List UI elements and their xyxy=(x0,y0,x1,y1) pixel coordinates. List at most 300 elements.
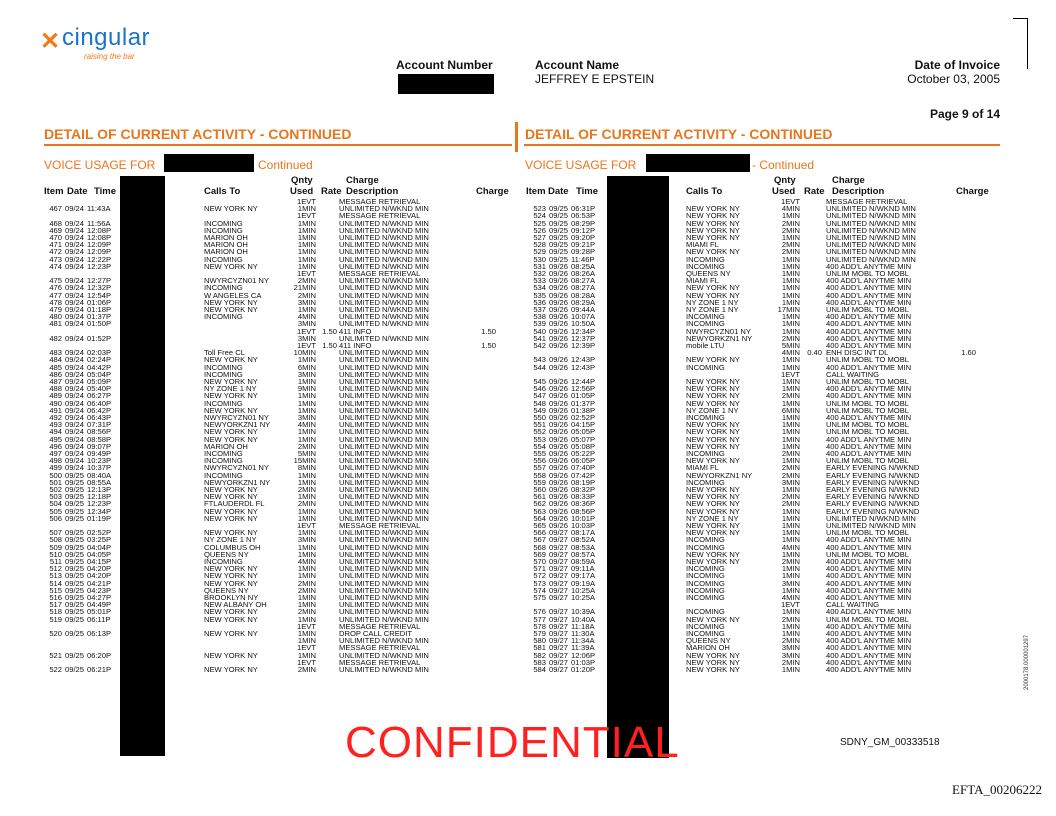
cell-item: 507 xyxy=(49,528,62,538)
cell-date: 09/27 xyxy=(549,643,569,653)
cell-description: UNLIMITED N/WKND MIN xyxy=(339,607,429,617)
cell-calls-to: mobile LTU xyxy=(686,341,725,350)
cell-item: 551 xyxy=(533,420,546,430)
col-charge: Charge xyxy=(476,186,509,197)
cell-description: CALL WAITING xyxy=(826,600,880,610)
cell-date: 09/24 xyxy=(65,283,85,293)
cell-calls-to: NEW YORK NY xyxy=(204,492,258,502)
cell-calls-to: MIAMI FL xyxy=(686,240,719,250)
cell-calls-to: NEW YORK NY xyxy=(204,629,258,638)
cell-time: 12:08P xyxy=(87,233,112,242)
cell-qty: 2MIN xyxy=(781,657,800,667)
cell-description: UNLIMITED N/WKND MIN xyxy=(339,377,429,386)
cell-description: UNLIMITED N/WKND MIN xyxy=(339,499,429,509)
cell-description: 400 ADD'L ANYTME MIN xyxy=(826,542,912,552)
cell-item: 563 xyxy=(533,506,546,516)
cell-time: 12:43P xyxy=(571,362,596,372)
cell-calls-to: INCOMING xyxy=(204,225,243,235)
cell-description: 400 ADD'L ANYTME MIN xyxy=(826,413,912,422)
cell-qty: 1MIN xyxy=(297,593,316,602)
cell-date: 09/27 xyxy=(549,650,569,660)
cell-date: 09/27 xyxy=(549,665,569,674)
voice-usage-right: VOICE USAGE FOR xyxy=(525,158,637,172)
cell-time: 11:34A xyxy=(571,636,595,646)
cell-time: 08:27A xyxy=(571,276,596,286)
cell-date: 09/24 xyxy=(65,384,85,394)
cell-qty: 1MIN xyxy=(781,362,800,372)
invoice-date: October 03, 2005 xyxy=(907,72,1000,86)
cell-qty: 1MIN xyxy=(297,477,316,487)
cell-date: 09/24 xyxy=(65,362,85,372)
cell-calls-to: INCOMING xyxy=(686,542,725,552)
cell-item: 527 xyxy=(533,233,546,242)
cell-qty: 1MIN xyxy=(781,420,800,430)
cell-description: UNLIMITED N/WKND MIN xyxy=(339,420,429,430)
cell-item: 499 xyxy=(49,463,62,473)
col-calls-to: Calls To xyxy=(686,186,723,197)
cell-item: 518 xyxy=(49,607,62,617)
cell-calls-to: NEWYORKZN1 NY xyxy=(686,333,753,343)
cell-qty: 1MIN xyxy=(297,492,316,502)
cell-qty: 1EVT xyxy=(297,211,316,221)
cell-description: 400 ADD'L ANYTME MIN xyxy=(826,607,912,617)
cell-description: EARLY EVENING N/WKND xyxy=(826,463,920,473)
cell-date: 09/26 xyxy=(549,449,569,458)
cell-qty: 2MIN xyxy=(781,225,800,235)
cell-time: 12:54P xyxy=(87,290,112,300)
cell-date: 09/26 xyxy=(549,362,569,372)
cell-time: 09:11A xyxy=(571,564,595,574)
cell-calls-to: NWYRCYZN01 NY xyxy=(204,463,269,473)
cell-qty: 3MIN xyxy=(781,578,800,588)
cell-calls-to: NY ZONE 1 NY xyxy=(204,384,257,394)
cell-item: 479 xyxy=(49,305,62,314)
cell-time: 04:49P xyxy=(87,600,112,610)
cell-date: 09/26 xyxy=(549,485,569,494)
cell-qty: 1EVT xyxy=(297,341,316,350)
cell-description: UNLIMITED N/WKND MIN xyxy=(339,593,429,602)
cell-description: EARLY EVENING N/WKND xyxy=(826,485,920,494)
cell-qty: 1MIN xyxy=(297,405,316,415)
usage-table-right xyxy=(0,198,1056,758)
cell-time: 06:27P xyxy=(87,391,112,401)
cell-time: 07:42P xyxy=(571,470,596,480)
col-calls-to: Calls To xyxy=(204,186,241,197)
cell-date: 09/24 xyxy=(65,218,85,228)
cell-item: 542 xyxy=(533,341,546,350)
cell-calls-to: MARION OH xyxy=(204,233,248,242)
cell-qty: 3MIN xyxy=(781,643,800,653)
cell-qty: 1MIN xyxy=(781,506,800,516)
cell-qty: 3MIN xyxy=(781,650,800,660)
cell-description: UNLIMITED N/WKND MIN xyxy=(826,240,916,250)
cell-date: 09/24 xyxy=(65,463,85,473)
cell-qty: 1MIN xyxy=(781,233,800,242)
cell-description: UNLIMITED N/WKND MIN xyxy=(826,218,916,228)
cell-description: UNLIMITED N/WKND MIN xyxy=(339,247,429,257)
cell-qty: 1MIN xyxy=(297,218,316,228)
cell-calls-to: INCOMING xyxy=(204,557,243,566)
cell-item: 541 xyxy=(533,333,546,343)
cell-qty: 1MIN xyxy=(781,384,800,394)
cell-time: 04:20P xyxy=(87,564,112,574)
cell-date: 09/24 xyxy=(65,420,85,430)
cell-date: 09/26 xyxy=(549,384,569,394)
cell-date: 09/26 xyxy=(549,513,569,523)
cell-description: UNLIMITED N/WKND MIN xyxy=(826,521,916,530)
cell-item: 553 xyxy=(533,434,546,444)
cell-time: 09:28P xyxy=(571,247,596,257)
cell-calls-to: INCOMING xyxy=(204,456,243,466)
cell-item: 489 xyxy=(49,391,62,401)
cell-item: 536 xyxy=(533,297,546,307)
col-item: Item xyxy=(526,186,546,197)
cell-description: 400 ADD'L ANYTME MIN xyxy=(826,312,912,322)
cell-item: 515 xyxy=(49,585,62,595)
cell-calls-to: NEW YORK NY xyxy=(204,607,258,617)
cell-qty: 1MIN xyxy=(781,485,800,494)
cell-time: 04:04P xyxy=(87,542,112,552)
cell-date: 09/26 xyxy=(549,283,569,293)
cell-qty: 1MIN xyxy=(297,398,316,408)
cell-item: 491 xyxy=(49,405,62,415)
cell-date: 09/25 xyxy=(65,593,85,602)
cell-date: 09/25 xyxy=(65,528,85,538)
cell-date: 09/26 xyxy=(549,521,569,530)
cell-time: 08:27A xyxy=(571,283,596,293)
cell-qty: 1MIN xyxy=(297,434,316,444)
cell-qty: 1MIN xyxy=(781,535,800,545)
cell-item: 514 xyxy=(49,578,62,588)
cell-time: 02:03P xyxy=(87,348,112,358)
section-title-left: DETAIL OF CURRENT ACTIVITY - CONTINUED xyxy=(44,126,352,142)
cell-description: UNLIMITED N/WKND MIN xyxy=(339,557,429,566)
cell-item: 583 xyxy=(533,657,546,667)
col-description: Description xyxy=(346,186,399,197)
cell-item: 535 xyxy=(533,290,546,300)
cell-calls-to: NEW YORK NY xyxy=(686,391,740,401)
cell-time: 08:58P xyxy=(87,434,112,444)
cell-qty: 1MIN xyxy=(297,470,316,480)
cell-date: 09/26 xyxy=(549,341,569,350)
cell-qty: 1MIN xyxy=(297,542,316,552)
cell-description: UNLIMITED N/WKND MIN xyxy=(826,513,916,523)
cell-item: 513 xyxy=(49,571,62,581)
cell-description: 400 ADD'L ANYTME MIN xyxy=(826,333,912,343)
cell-time: 05:40P xyxy=(87,384,112,394)
cell-item: 476 xyxy=(49,283,62,293)
cell-time: 08:32P xyxy=(571,485,596,494)
cell-description: 400 ADD'L ANYTME MIN xyxy=(826,290,912,300)
cell-qty: 10MIN xyxy=(293,348,316,358)
cell-qty: 2MIN xyxy=(297,499,316,509)
cell-item: 570 xyxy=(533,557,546,566)
cell-calls-to: NEW YORK NY xyxy=(686,427,740,437)
cell-description: UNLIMITED N/WKND MIN xyxy=(826,247,916,257)
cell-item: 498 xyxy=(49,456,62,466)
cell-date: 09/26 xyxy=(549,261,569,271)
cell-time: 10:37P xyxy=(87,463,112,473)
cell-description: UNLIMITED N/WKND MIN xyxy=(339,369,429,379)
cell-calls-to: NEW YORK NY xyxy=(686,506,740,516)
cell-date: 09/27 xyxy=(549,528,569,538)
cell-description: UNLIMITED N/WKND MIN xyxy=(339,600,429,610)
cell-calls-to: MARION OH xyxy=(686,643,730,653)
cell-calls-to: INCOMING xyxy=(686,477,725,487)
cell-calls-to: NEW YORK NY xyxy=(686,521,740,530)
cell-description: 400 ADD'L ANYTME MIN xyxy=(826,557,912,566)
cell-calls-to: NEW YORK NY xyxy=(686,384,740,394)
cell-item: 549 xyxy=(533,405,546,415)
cell-qty: 3MIN xyxy=(297,413,316,422)
cell-calls-to: NEW YORK NY xyxy=(686,456,740,466)
cell-date: 09/25 xyxy=(65,571,85,581)
cell-qty: 6MIN xyxy=(297,362,316,372)
cell-qty: 1MIN xyxy=(781,528,800,538)
cell-calls-to: NEW YORK NY xyxy=(686,290,740,300)
cell-calls-to: NEW YORK NY xyxy=(686,549,740,559)
cell-description: MESSAGE RETRIEVAL xyxy=(339,521,421,530)
cell-calls-to: NEW YORK NY xyxy=(204,528,258,538)
cell-qty: 1MIN xyxy=(297,254,316,264)
cell-description: UNLIMITED N/WKND MIN xyxy=(339,636,429,646)
cell-calls-to: NEW YORK NY xyxy=(204,391,258,401)
cell-time: 06:31P xyxy=(571,204,596,214)
cell-item: 471 xyxy=(49,240,62,250)
cell-description: 411 INFO xyxy=(339,326,372,336)
cell-description: UNLIMITED N/WKND MIN xyxy=(826,233,916,242)
cell-calls-to: NEW YORK NY xyxy=(204,665,258,674)
cell-calls-to: INCOMING xyxy=(204,362,243,372)
cell-qty: 9MIN xyxy=(297,384,316,394)
cell-calls-to: NEW YORK NY xyxy=(686,218,740,228)
redacted-phone-right xyxy=(646,154,750,172)
corner-mark xyxy=(1013,18,1028,69)
cell-item: 537 xyxy=(533,305,546,314)
col-date: Date xyxy=(67,186,88,197)
cell-item: 568 xyxy=(533,542,546,552)
cell-calls-to: QUEENS NY xyxy=(686,269,731,278)
cell-time: 10:50A xyxy=(571,319,596,329)
cell-calls-to: NEW YORK NY xyxy=(204,564,258,574)
cell-qty: 2MIN xyxy=(781,391,800,401)
cell-date: 09/26 xyxy=(549,463,569,473)
cell-calls-to: NEW YORK NY xyxy=(686,485,740,494)
cell-calls-to: QUEENS NY xyxy=(686,636,731,646)
cell-calls-to: INCOMING xyxy=(204,218,243,228)
cell-calls-to: NY ZONE 1 NY xyxy=(686,297,739,307)
cell-calls-to: NEW YORK NY xyxy=(204,578,258,588)
cell-calls-to: NY ZONE 1 NY xyxy=(204,535,257,545)
cell-date: 09/26 xyxy=(549,297,569,307)
cell-qty: 1EVT xyxy=(297,197,316,206)
cell-qty: 4MIN xyxy=(781,593,800,602)
cell-description: UNLIMITED N/WKND MIN xyxy=(339,218,429,228)
cell-description: UNLIM MOBL TO MOBL xyxy=(826,305,909,314)
cell-calls-to: NEW YORK NY xyxy=(686,499,740,509)
cell-qty: 1MIN xyxy=(781,276,800,286)
cell-item: 577 xyxy=(533,614,546,624)
cell-calls-to: INCOMING xyxy=(204,283,243,293)
cell-description: UNLIM MOBL TO MOBL xyxy=(826,377,909,386)
cell-qty: 1MIN xyxy=(297,571,316,581)
efta-number: EFTA_00206222 xyxy=(952,782,1042,797)
cell-item: 554 xyxy=(533,441,546,451)
cell-item: 492 xyxy=(49,413,62,422)
cell-description: MESSAGE RETRIEVAL xyxy=(339,657,421,667)
cell-item: 469 xyxy=(49,225,62,235)
cell-date: 09/27 xyxy=(549,657,569,667)
cell-description: MESSAGE RETRIEVAL xyxy=(339,197,421,206)
cell-qty: 2MIN xyxy=(297,276,316,286)
cell-qty: 1MIN xyxy=(781,211,800,221)
cell-time: 11:18A xyxy=(571,621,595,631)
cell-date: 09/25 xyxy=(65,499,85,509)
cell-calls-to: NEW YORK NY xyxy=(204,650,258,660)
col-charge: Charge xyxy=(956,186,989,197)
cell-date: 09/25 xyxy=(65,557,85,566)
continued-left: Continued xyxy=(258,158,313,172)
cell-rate: 1.50 xyxy=(322,326,337,336)
cell-time: 12:34P xyxy=(87,506,112,516)
cell-item: 497 xyxy=(49,449,62,458)
cell-description: EARLY EVENING N/WKND xyxy=(826,492,920,502)
cell-date: 09/26 xyxy=(549,398,569,408)
cell-item: 486 xyxy=(49,369,62,379)
cell-description: UNLIM MOBL TO MOBL xyxy=(826,456,909,466)
cell-calls-to: INCOMING xyxy=(204,369,243,379)
cell-calls-to: INCOMING xyxy=(686,607,725,617)
cell-calls-to: INCOMING xyxy=(204,312,243,322)
cell-qty: 1MIN xyxy=(297,391,316,401)
cell-date: 09/24 xyxy=(65,441,85,451)
cell-qty: 1MIN xyxy=(781,665,800,674)
cell-date: 09/24 xyxy=(65,290,85,300)
cell-time: 11:43A xyxy=(87,204,111,214)
cell-date: 09/26 xyxy=(549,276,569,286)
cell-date: 09/25 xyxy=(65,535,85,545)
cell-date: 09/26 xyxy=(549,333,569,343)
cell-description: UNLIMITED N/WKND MIN xyxy=(339,391,429,401)
cell-calls-to: INCOMING xyxy=(686,362,725,372)
cell-time: 12:06P xyxy=(571,650,596,660)
cell-time: 09:07P xyxy=(87,441,112,451)
cell-qty: 1MIN xyxy=(781,319,800,329)
cell-time: 01:18P xyxy=(87,305,112,314)
cell-item: 512 xyxy=(49,564,62,574)
cell-date: 09/27 xyxy=(549,549,569,559)
cell-calls-to: NEW YORK NY xyxy=(686,557,740,566)
cell-time: 01:03P xyxy=(571,657,596,667)
cell-calls-to: INCOMING xyxy=(686,593,725,602)
page-number: Page 9 of 14 xyxy=(929,107,1000,121)
cell-description: UNLIMITED N/WKND MIN xyxy=(339,398,429,408)
cell-qty: 2MIN xyxy=(781,557,800,566)
cell-calls-to: NEWYORKZN1 NY xyxy=(686,470,753,480)
cell-time: 08:19P xyxy=(571,477,596,487)
cell-item: 544 xyxy=(533,362,546,372)
cell-item: 526 xyxy=(533,225,546,235)
cell-time: 01:52P xyxy=(87,333,112,343)
cell-calls-to: NEW YORK NY xyxy=(204,204,258,214)
cell-date: 09/24 xyxy=(65,405,85,415)
cell-item: 547 xyxy=(533,391,546,401)
cell-qty: 1MIN xyxy=(781,521,800,530)
cell-item: 490 xyxy=(49,398,62,408)
cell-date: 09/25 xyxy=(549,247,569,257)
col-description: Description xyxy=(832,186,885,197)
cell-qty: 1MIN xyxy=(297,233,316,242)
cell-description: 400 ADD'L ANYTME MIN xyxy=(826,629,912,638)
cell-calls-to: NEW YORK NY xyxy=(686,283,740,293)
cell-qty: 3MIN xyxy=(297,319,316,329)
cell-time: 12:23P xyxy=(87,499,112,509)
cell-time: 06:21P xyxy=(87,665,112,674)
cell-qty: 6MIN xyxy=(781,405,800,415)
cell-description: MESSAGE RETRIEVAL xyxy=(339,211,421,221)
cell-calls-to: NEW YORK NY xyxy=(204,377,258,386)
cell-description: UNLIMITED N/WKND MIN xyxy=(339,233,429,242)
cell-item: 559 xyxy=(533,477,546,487)
cell-item: 556 xyxy=(533,456,546,466)
cell-calls-to: NEW YORK NY xyxy=(204,485,258,494)
cell-qty: 1MIN xyxy=(297,247,316,257)
cell-item: 473 xyxy=(49,254,62,264)
cell-description: UNLIMITED N/WKND MIN xyxy=(339,312,429,322)
cell-date: 09/27 xyxy=(549,629,569,638)
cell-time: 06:42P xyxy=(87,405,112,415)
cingular-x-icon: ✕ xyxy=(40,28,61,55)
cell-rate: 1.50 xyxy=(322,341,337,350)
cell-qty: 1MIN xyxy=(781,585,800,595)
cell-calls-to: NEW YORK NY xyxy=(204,305,258,314)
cell-item: 504 xyxy=(49,499,62,509)
cell-qty: 1MIN xyxy=(781,269,800,278)
section-title-right: DETAIL OF CURRENT ACTIVITY - CONTINUED xyxy=(525,126,833,142)
cell-date: 09/25 xyxy=(65,506,85,516)
cell-description: UNLIMITED N/WKND MIN xyxy=(339,578,429,588)
divider-left xyxy=(44,144,512,146)
cell-calls-to: NEW YORK NY xyxy=(686,434,740,444)
cell-time: 04:42P xyxy=(87,362,112,372)
cell-time: 08:25A xyxy=(571,261,596,271)
cell-calls-to: NEW ALBANY OH xyxy=(204,600,267,610)
cell-item: 558 xyxy=(533,470,546,480)
cell-item: 496 xyxy=(49,441,62,451)
cell-date: 09/25 xyxy=(65,470,85,480)
cell-qty: 1EVT xyxy=(297,269,316,278)
cell-time: 10:25A xyxy=(571,585,596,595)
cell-item: 503 xyxy=(49,492,62,502)
cell-description: UNLIMITED N/WKND MIN xyxy=(339,225,429,235)
cell-description: UNLIMITED N/WKND MIN xyxy=(339,542,429,552)
cell-date: 09/26 xyxy=(549,492,569,502)
cell-description: UNLIMITED N/WKND MIN xyxy=(826,211,916,221)
cell-item: 569 xyxy=(533,549,546,559)
cell-date: 09/26 xyxy=(549,355,569,365)
cell-description: UNLIM MOBL TO MOBL xyxy=(826,269,909,278)
cell-item: 517 xyxy=(49,600,62,610)
cell-calls-to: NEWYORKZN1 NY xyxy=(204,477,271,487)
cell-qty: 1MIN xyxy=(297,506,316,516)
cell-time: 01:38P xyxy=(571,405,596,415)
cell-calls-to: INCOMING xyxy=(686,585,725,595)
cell-description: UNLIMITED N/WKND MIN xyxy=(339,449,429,458)
cell-time: 02:52P xyxy=(571,413,596,422)
cell-calls-to: INCOMING xyxy=(686,578,725,588)
cell-qty: 1MIN xyxy=(781,261,800,271)
cell-qty: 1MIN xyxy=(781,377,800,386)
